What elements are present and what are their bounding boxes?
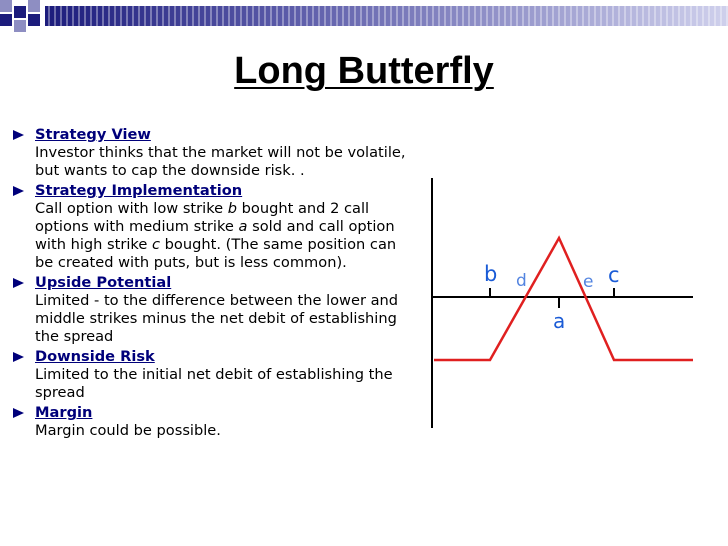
bullet-heading: Margin — [35, 404, 93, 421]
triangle-bullet-icon — [13, 278, 24, 288]
bullet-body: Limited - to the difference between the lower and middle strikes minus the net debit of establishing the spread — [35, 292, 399, 345]
bullet-body: Margin could be possible. — [35, 422, 221, 439]
bullet-heading: Upside Potential — [35, 274, 172, 291]
slide-title: Long Butterfly — [234, 50, 494, 92]
bullet-margin — [12, 404, 412, 440]
triangle-bullet-icon — [13, 130, 24, 140]
bullet-body: Call option with low strike b bought and 2 call options with medium strike a sold and call option with high strike c bought. (The same position can be created with puts, but is less common). — [35, 200, 397, 271]
bullet-downside-risk — [12, 348, 412, 402]
bullet-strategy-view — [12, 126, 412, 180]
label-c: c — [608, 263, 620, 287]
bullet-heading: Downside Risk — [35, 348, 155, 365]
triangle-bullet-icon — [13, 352, 24, 362]
bullet-list — [12, 126, 412, 442]
bullet-upside-potential — [12, 274, 412, 346]
label-e: e — [583, 272, 594, 292]
bullet-body: Investor thinks that the market will not be volatile, but wants to cap the downside risk. . — [35, 144, 406, 179]
triangle-bullet-icon — [13, 186, 24, 196]
header-decoration — [0, 0, 728, 40]
label-a: a — [553, 309, 566, 333]
label-b: b — [484, 262, 498, 286]
payoff-diagram — [420, 170, 700, 430]
bullet-body: Limited to the initial net debit of establishing the spread — [35, 366, 393, 401]
bullet-strategy-implementation — [12, 182, 412, 272]
label-d: d — [516, 271, 527, 291]
bullet-heading: Strategy View — [35, 126, 151, 143]
payoff-line — [434, 238, 693, 360]
triangle-bullet-icon — [13, 408, 24, 418]
bullet-heading: Strategy Implementation — [35, 182, 243, 199]
